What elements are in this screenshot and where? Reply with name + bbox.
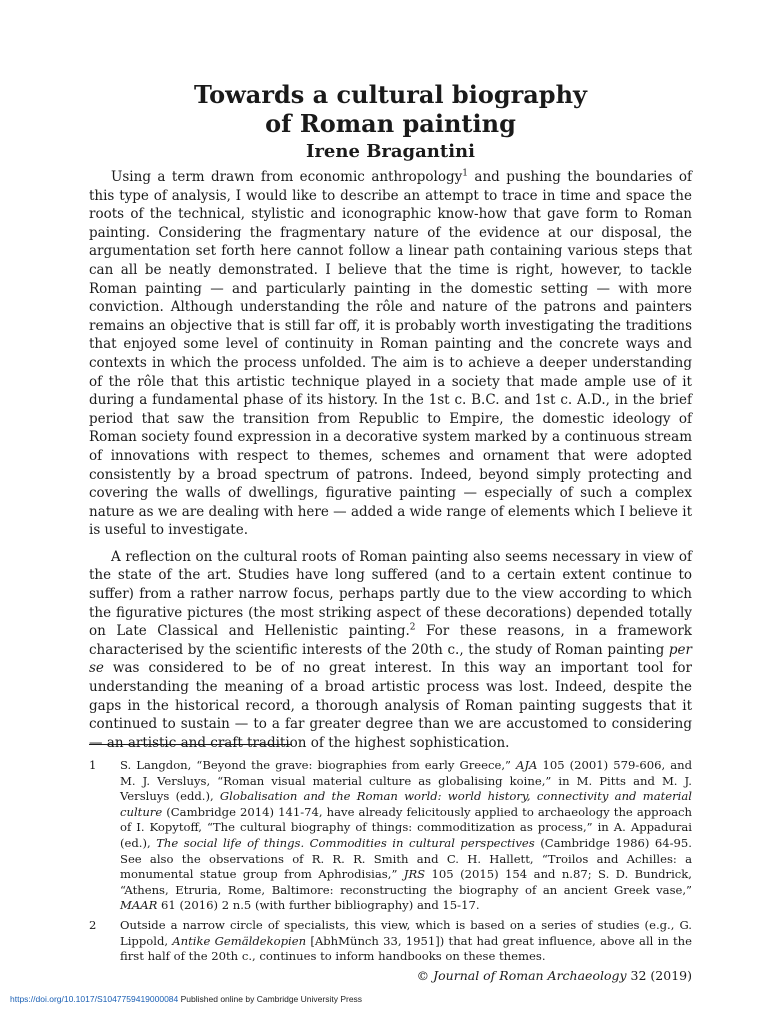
footnotes (89, 758, 692, 965)
title-line-1: Towards a cultural biography (194, 80, 587, 109)
journal-volume-year: 32 (2019) (626, 968, 692, 983)
fn1-t2: 105 (2001) 579-606, and M. J. Versluys, “Roman visual material culture as globalising koine,” in M. Pitts and M. J. Versluys (edd.), (120, 758, 692, 804)
paragraph-1-text-b: and pushing the boundaries of this type of analysis, I would like to describe an attempt to trace in time and space the roots of the technical, stylistic and iconographic know-how that gave form to Roman painting. Considering the fragmentary nature of the evidence at our disposal, the argumentation set forth here cannot follow a linear path containing various steps that can all be neatly demonstrated. I believe that the time is right, however, to tackle Roman painting — and particularly painting in the domestic setting — with more conviction. Although understanding the rôle and nature of the patrons and painters remains an objective that is still far off, it is probably worth investigating the traditions that enjoyed some level of continuity in Roman painting and the concrete ways and contexts in which the process unfolded. The aim is to achieve a deeper understanding of the rôle that this artistic technique played in a society that made ample use of it during a fundamental phase of its history. In the 1st c. B.C. and 1st c. A.D., in the brief period that saw the transition from Republic to Empire, the domestic ideology of Roman society found expression in a decorative system marked by a continuous stream of innovations with respect to themes, schemes and ornament that were adopted consistently by a broad spectrum of patrons. Indeed, beyond simply protecting and covering the walls of dwellings, figurative painting — especially of such a complex nature as we are dealing with here — added a wide range of elements which I believe it is useful to investigate. (89, 169, 692, 539)
article-body (89, 168, 692, 752)
paragraph-2-text-a: A reflection on the cultural roots of Roman painting also seems necessary in view of the state of the art. Studies have long suffered (and to a certain extent continue to suffer) from a rather narrow focus, perhaps partly due to the view according to which the figurative pictures (the most striking aspect of these decorations) depended totally on Late Classical and Hellenistic painting. (89, 548, 692, 640)
fn1-i4: JRS (403, 867, 426, 882)
footnote-ref-2[interactable]: 2 (409, 622, 416, 633)
paragraph-1 (89, 168, 692, 540)
fn1-t6: 61 (2016) 2 n.5 (with further bibliography) and 15-17. (157, 898, 480, 913)
fn1-i1: AJA (516, 758, 538, 772)
fn1-i2: Globalisation and the Roman world: world history, connectivity and material culture (120, 789, 692, 819)
fn2-t1: Outside a narrow circle of specialists, this view, which is based on a series of studies (e.g., G. Lippold, (120, 917, 692, 948)
fn1-t5: 105 (2015) 154 and n.87; S. D. Bundrick, “Athens, Etruria, Rome, Baltimore: reconstructing the biography of an ancient Greek vase,” (120, 867, 692, 897)
footnote-1-text (120, 758, 692, 914)
footnote-ref-1[interactable]: 1 (462, 168, 468, 179)
author-name: Irene Bragantini (306, 141, 475, 162)
fn2-t2: [AbhMünch 33, 1951]) that had great influence, above all in the first half of the 20th c., continues to inform handbooks on these themes. (120, 933, 692, 964)
fn1-i5: MAAR (120, 898, 158, 913)
footnote-divider (89, 744, 292, 745)
footnote-2 (89, 918, 692, 965)
fn1-t4: (Cambridge 1986) 64-95. See also the observations of R. R. R. Smith and C. H. Hallett, “Troilos and Achilles: a monumental statue group from Aphrodisias,” (120, 835, 692, 882)
copyright-symbol: © (416, 968, 434, 983)
journal-name: Journal of Roman Archaeology (433, 968, 627, 983)
publication-footer (10, 994, 362, 1005)
article-title (89, 80, 692, 138)
fn1-t1: S. Langdon, “Beyond the grave: biographies from early Greece,” (120, 758, 516, 772)
footnote-1-number: 1 (89, 758, 97, 772)
paragraph-1-text-a: Using a term drawn from economic anthropology (111, 169, 463, 185)
fn2-i1: Antike Gemäldekopien (172, 933, 307, 948)
doi-link[interactable]: https://doi.org/10.1017/S1047759419000084 (10, 994, 179, 1004)
paragraph-2-text-b: For these reasons, in a framework characterised by the scientific interests of the 20th c., the study of Roman painting (89, 623, 692, 658)
footnote-2-text (120, 918, 692, 965)
footnote-1 (89, 758, 692, 914)
article-header (89, 80, 692, 752)
paragraph-2 (89, 548, 692, 753)
paragraph-2-text-c: was considered to be of no great interest. In this way an important tool for understanding the meaning of a broad artistic process was lost. Indeed, despite the gaps in the historical record, a thorough analysis of Roman painting suggests that it continued to sustain — to a far greater degree than we are accustomed to considering — an artistic and craft tradition of the highest sophistication. (89, 660, 692, 751)
published-online-text: Published online by Cambridge University Press (178, 994, 363, 1004)
footnote-2-number: 2 (89, 917, 97, 932)
fn1-i3: The social life of things. Commodities in cultural perspectives (156, 835, 535, 850)
copyright-line (417, 968, 692, 984)
title-line-2: of Roman painting (265, 109, 516, 138)
paragraph-2-italic: per se (89, 641, 692, 677)
fn1-t3: (Cambridge 2014) 141-74, have already felicitously applied to archaeology the approach of I. Kopytoff, “The cultural biography of things: commoditization as process,” in A. Appadurai (ed.), (120, 804, 692, 850)
